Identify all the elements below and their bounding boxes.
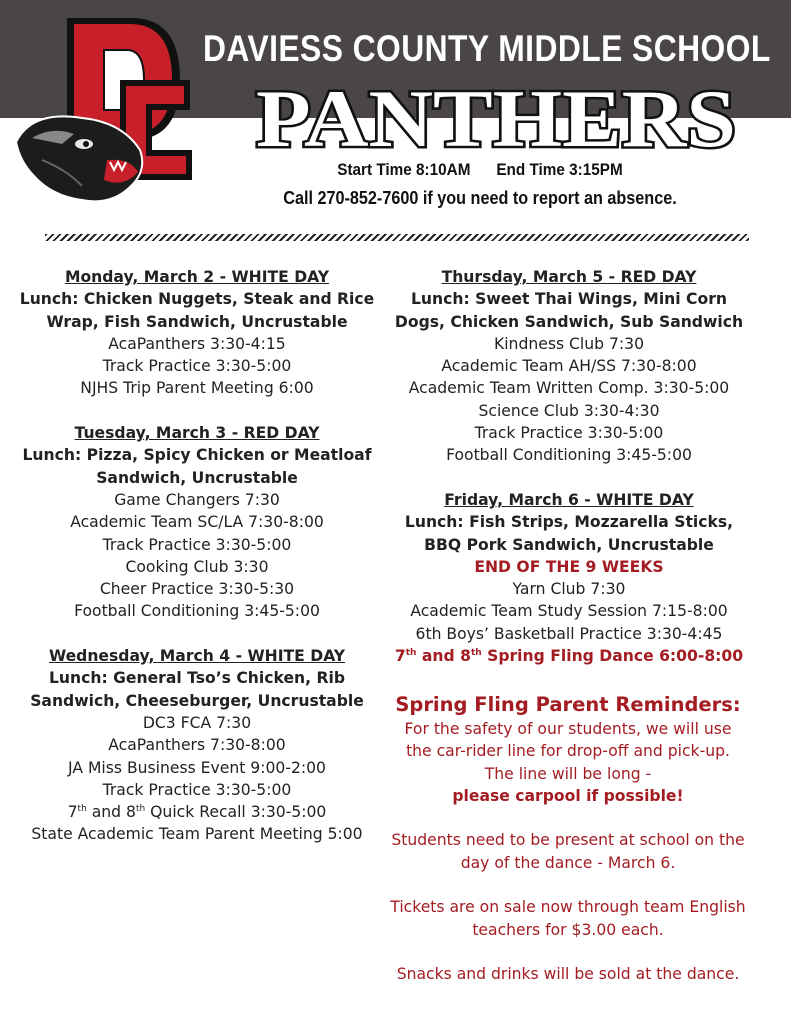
lunch-menu: Lunch: Chicken Nuggets, Steak and Rice Wrap, Fish Sandwich, Uncrustable bbox=[19, 290, 375, 331]
reminder-snacks: Snacks and drinks will be sold at the dance. bbox=[396, 965, 740, 984]
divider bbox=[45, 234, 749, 241]
event-item: Yarn Club 7:30 bbox=[512, 580, 626, 599]
school-times bbox=[228, 160, 732, 180]
start-time: Start Time 8:10AM bbox=[337, 160, 471, 179]
event-item: DC3 FCA 7:30 bbox=[142, 713, 252, 732]
event-item: Track Practice 3:30-5:00 bbox=[102, 357, 292, 376]
absence-note: Call 270-852-7600 if you need to report an absence. bbox=[283, 188, 677, 208]
left-column bbox=[12, 266, 382, 868]
end-time: End Time 3:15PM bbox=[496, 160, 623, 179]
day-title: Tuesday, March 3 - RED DAY bbox=[74, 424, 320, 443]
lunch-menu: Lunch: Fish Strips, Mozzarella Sticks, BBQ Pork Sandwich, Uncrustable bbox=[404, 513, 734, 554]
event-item: Academic Team Study Session 7:15-8:00 bbox=[410, 602, 728, 621]
event-item: Academic Team Written Comp. 3:30-5:00 bbox=[408, 379, 730, 398]
reminder-attendance: Students need to be present at school on the day of the dance - March 6. bbox=[391, 831, 745, 872]
mascot-title bbox=[246, 74, 746, 162]
event-item: Football Conditioning 3:45-5:00 bbox=[74, 602, 320, 621]
event-item: Academic Team SC/LA 7:30-8:00 bbox=[70, 513, 324, 532]
spring-fling-dance: 7th and 8th Spring Fling Dance 6:00-8:00 bbox=[394, 647, 744, 666]
day-title: Monday, March 2 - WHITE DAY bbox=[64, 268, 330, 286]
event-item: 6th Boys’ Basketball Practice 3:30-4:45 bbox=[415, 624, 723, 643]
thursday-block bbox=[384, 266, 754, 467]
lunch-menu: Lunch: Sweet Thai Wings, Mini Corn Dogs, Chicken Sandwich, Sub Sandwich bbox=[394, 290, 744, 331]
day-title: Thursday, March 5 - RED DAY bbox=[441, 268, 697, 286]
reminder-tickets: Tickets are on sale now through team English teachers for $3.00 each. bbox=[390, 898, 746, 939]
lunch-menu: Lunch: General Tso’s Chicken, Rib Sandwich, Cheeseburger, Uncrustable bbox=[30, 669, 364, 710]
spring-fling-reminders bbox=[390, 692, 746, 986]
event-item: Game Changers 7:30 bbox=[114, 490, 280, 509]
event-item: Track Practice 3:30-5:00 bbox=[102, 535, 292, 554]
friday-block bbox=[384, 489, 754, 667]
day-title: Wednesday, March 4 - WHITE DAY bbox=[48, 647, 346, 666]
event-item: NJHS Trip Parent Meeting 6:00 bbox=[80, 379, 314, 398]
day-title: Friday, March 6 - WHITE DAY bbox=[444, 490, 694, 509]
lunch-menu: Lunch: Pizza, Spicy Chicken or Meatloaf Sandwich, Uncrustable bbox=[22, 446, 372, 487]
reminder-carpool: please carpool if possible! bbox=[452, 786, 684, 805]
event-item: Track Practice 3:30-5:00 bbox=[474, 424, 664, 443]
event-item: AcaPanthers 7:30-8:00 bbox=[108, 736, 286, 755]
wednesday-block bbox=[12, 645, 382, 846]
event-item: JA Miss Business Event 9:00-2:00 bbox=[68, 758, 326, 777]
event-item: Science Club 3:30-4:30 bbox=[478, 401, 660, 420]
end-of-term-highlight: END OF THE 9 WEEKS bbox=[474, 557, 664, 576]
monday-block bbox=[12, 266, 382, 400]
reminder-safety: For the safety of our students, we will use the car-rider line for drop-off and pick-up. The line will be long - bbox=[404, 720, 732, 783]
school-logo bbox=[12, 10, 202, 210]
tuesday-block bbox=[12, 422, 382, 623]
event-item: Academic Team AH/SS 7:30-8:00 bbox=[441, 357, 697, 376]
event-item: Football Conditioning 3:45-5:00 bbox=[446, 446, 692, 465]
right-column bbox=[384, 266, 754, 690]
school-name: DAVIESS COUNTY MIDDLE SCHOOL bbox=[203, 28, 771, 69]
reminders-title: Spring Fling Parent Reminders: bbox=[395, 693, 741, 716]
event-item: AcaPanthers 3:30-4:15 bbox=[108, 334, 286, 353]
event-item-quick-recall: 7th and 8th Quick Recall 3:30-5:00 bbox=[67, 803, 327, 822]
event-item: State Academic Team Parent Meeting 5:00 bbox=[31, 825, 363, 844]
event-item: Kindness Club 7:30 bbox=[494, 334, 644, 353]
mascot-title-text: PANTHERS bbox=[256, 74, 736, 162]
event-item: Track Practice 3:30-5:00 bbox=[102, 780, 292, 799]
event-item: Cheer Practice 3:30-5:30 bbox=[99, 580, 295, 599]
event-item: Cooking Club 3:30 bbox=[125, 557, 269, 576]
